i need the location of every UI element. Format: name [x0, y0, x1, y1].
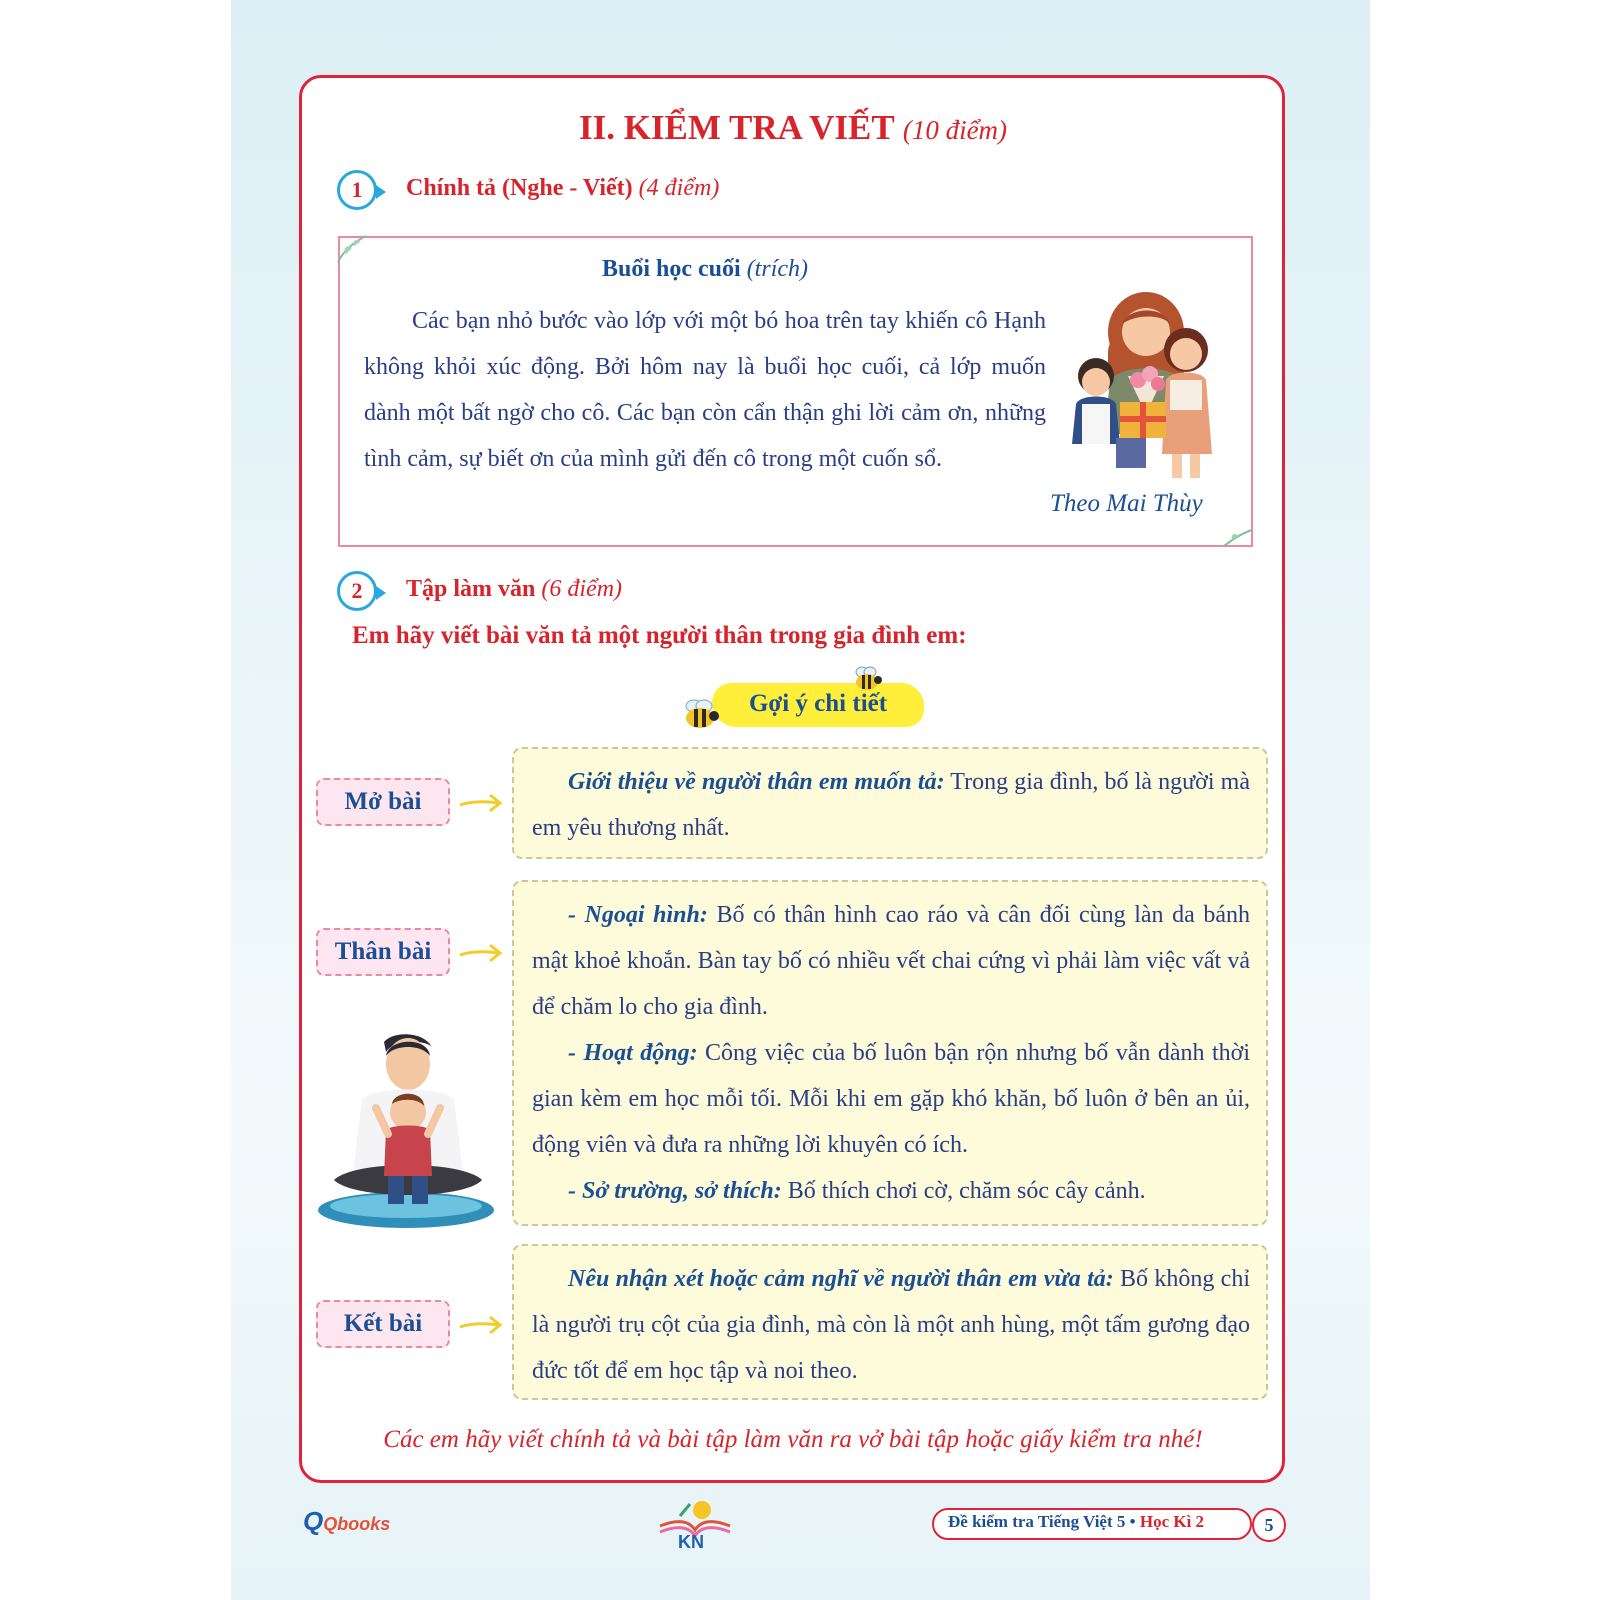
title-points: (10 điểm)	[902, 115, 1008, 145]
section-1-title: Chính tả (Nghe - Viết) (4 điểm)	[406, 175, 720, 201]
father-with-child-icon	[314, 1030, 498, 1230]
hint-label: Gợi ý chi tiết	[748, 690, 888, 717]
teacher-with-children-icon	[1066, 284, 1226, 484]
arrow-right-icon	[458, 941, 504, 965]
ket-bai-label: Kết bài	[316, 1300, 450, 1348]
than-bai-label: Thân bài	[316, 928, 450, 976]
reading-title: Buổi học cuối (trích)	[601, 256, 808, 282]
arrow-right-icon	[458, 791, 504, 815]
footer-note: Các em hãy viết chính tả và bài tập làm văn ra vở bài tập hoặc giấy kiểm tra nhé!	[383, 1426, 1203, 1453]
footer-book-title: Đề kiểm tra Tiếng Việt 5 • Học Kì 2	[948, 1512, 1205, 1531]
section-2-badge: 2	[337, 571, 377, 611]
qbooks-logo: QQbooks	[303, 1506, 391, 1536]
list-item: - Sở trường, sở thích: Bố thích chơi cờ, chăm sóc cây cảnh.	[568, 1178, 1146, 1204]
page-title	[300, 108, 1286, 148]
mo-bai-label: Mở bài	[316, 778, 450, 826]
title-main: II. KIỂM TRA VIẾT	[578, 108, 895, 147]
ket-bai-box: Nêu nhận xét hoặc cảm nghĩ về người thân em vừa tả: Bố không chỉ là người trụ cột của gia đình, mà còn là một anh hùng, một tấm gương đạo đức tốt để em học tập và noi theo.	[512, 1244, 1268, 1400]
leaf-decoration-icon	[334, 232, 368, 266]
reading-author: Theo Mai Thùy	[1050, 490, 1203, 517]
section-1-badge: 1	[337, 170, 377, 210]
bee-icon	[680, 698, 722, 732]
arrow-right-icon	[458, 1313, 504, 1337]
leaf-decoration-icon	[1222, 526, 1254, 550]
reading-text: Các bạn nhỏ bước vào lớp với một bó hoa trên tay khiến cô Hạnh không khỏi xúc động. Bởi hôm nay là buổi học cuối, cả lớp muốn dành một bất ngờ cho cô. Các bạn còn cẩn thận ghi lời cảm ơn, những tình cảm, sự biết ơn của mình gửi đến cô trong một cuốn sổ.	[364, 308, 1046, 472]
than-bai-box	[512, 880, 1268, 1226]
publisher-logo-text: KN	[678, 1532, 704, 1552]
writing-prompt: Em hãy viết bài văn tả một người thân trong gia đình em:	[352, 622, 967, 649]
section-2-title: Tập làm văn (6 điểm)	[406, 576, 623, 602]
list-item: - Ngoại hình: Bố có thân hình cao ráo và cân đối cùng làn da bánh mật khoẻ khoắn. Bàn tay bố có nhiều vết chai cứng vì phải làm việc vất vả để chăm lo cho gia đình.	[532, 902, 1250, 1020]
mo-bai-box: Giới thiệu về người thân em muốn tả: Trong gia đình, bố là người mà em yêu thương nhất.	[512, 747, 1268, 859]
page-number: 5	[1252, 1508, 1286, 1542]
list-item: - Hoạt động: Công việc của bố luôn bận rộn nhưng bố vẫn dành thời gian kèm em học mỗi tối. Mỗi khi em gặp khó khăn, bố luôn ở bên an ủi, động viên và đưa ra những lời khuyên có ích.	[532, 1040, 1251, 1158]
bee-icon	[852, 666, 884, 692]
